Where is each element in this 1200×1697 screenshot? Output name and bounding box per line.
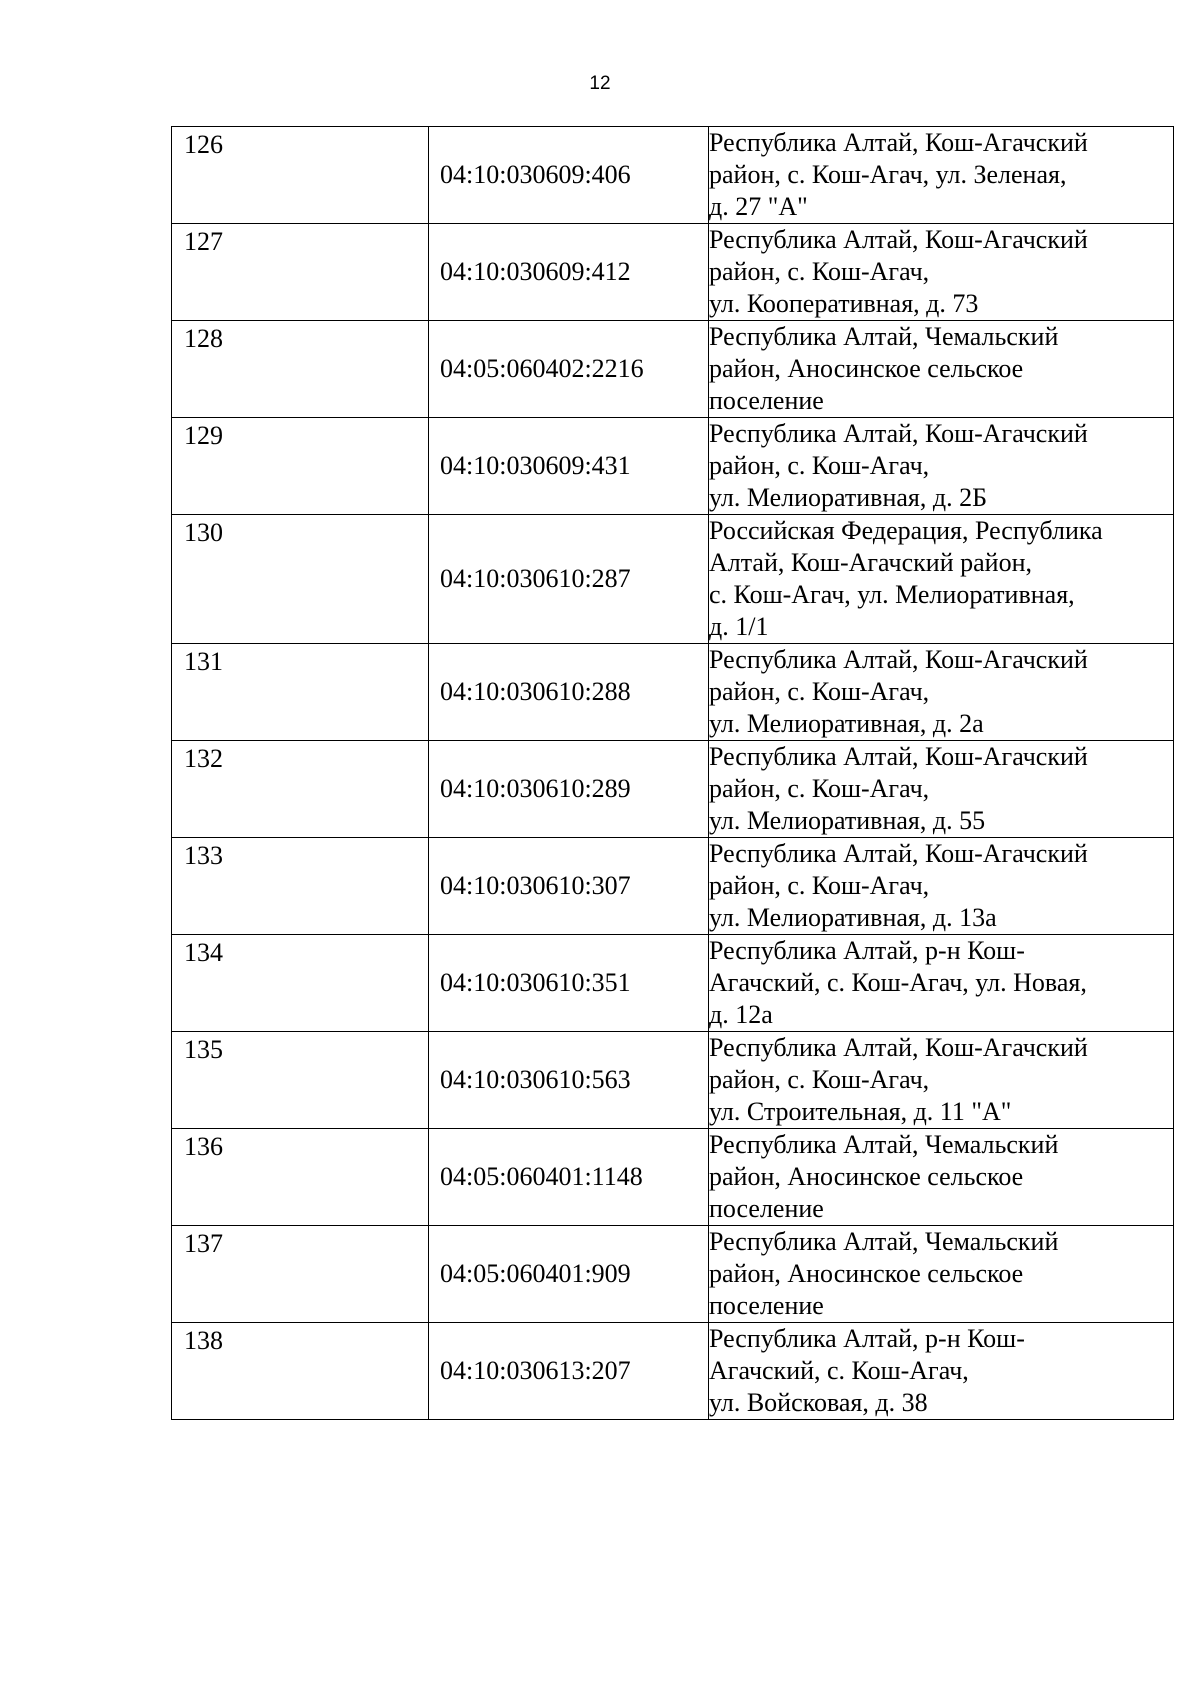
cadastral-number: 04:05:060401:909 xyxy=(440,1259,631,1288)
row-number: 130 xyxy=(184,518,223,547)
cadastral-number-cell xyxy=(429,1032,709,1129)
address-line: поселение xyxy=(709,386,824,415)
cadastral-number-cell xyxy=(429,1323,709,1420)
address-line: Республика Алтай, Кош-Агачский xyxy=(709,128,1088,157)
address-line: поселение xyxy=(709,1194,824,1223)
address-line: Республика Алтай, Кош-Агачский xyxy=(709,839,1088,868)
cadastral-number: 04:10:030609:406 xyxy=(440,160,631,189)
table-row xyxy=(172,838,1174,935)
table-row xyxy=(172,321,1174,418)
address-line: ул. Мелиоративная, д. 2а xyxy=(709,709,984,738)
row-number: 132 xyxy=(184,744,223,773)
address-line: Республика Алтай, Кош-Агачский xyxy=(709,225,1088,254)
row-number: 131 xyxy=(184,647,223,676)
address-line: ул. Строительная, д. 11 "А" xyxy=(709,1097,1012,1126)
address-cell xyxy=(709,838,1174,935)
address-cell xyxy=(709,741,1174,838)
address-line: район, с. Кош-Агач, xyxy=(709,774,930,803)
row-number: 133 xyxy=(184,841,223,870)
address-line: район, с. Кош-Агач, xyxy=(709,257,930,286)
table-body xyxy=(172,127,1174,1420)
table-row xyxy=(172,515,1174,644)
address-line: район, с. Кош-Агач, xyxy=(709,451,930,480)
cadastral-number-cell xyxy=(429,224,709,321)
row-number-cell xyxy=(172,224,429,321)
address-line: Республика Алтай, Кош-Агачский xyxy=(709,1033,1088,1062)
row-number: 134 xyxy=(184,938,223,967)
address-line: район, с. Кош-Агач, ул. Зеленая, xyxy=(709,160,1067,189)
address-line: Республика Алтай, р-н Кош- xyxy=(709,936,1025,965)
row-number: 128 xyxy=(184,324,223,353)
row-number-cell xyxy=(172,515,429,644)
address-line: Республика Алтай, Кош-Агачский xyxy=(709,742,1088,771)
table-row xyxy=(172,935,1174,1032)
cadastral-number-cell xyxy=(429,321,709,418)
cadastral-number: 04:10:030613:207 xyxy=(440,1356,631,1385)
address-line: Республика Алтай, р-н Кош- xyxy=(709,1324,1025,1353)
cadastral-number: 04:10:030610:287 xyxy=(440,564,631,593)
cadastral-number: 04:10:030609:431 xyxy=(440,451,631,480)
table-row xyxy=(172,418,1174,515)
address-cell xyxy=(709,1032,1174,1129)
cadastral-number-cell xyxy=(429,644,709,741)
address-cell xyxy=(709,515,1174,644)
table-row xyxy=(172,1226,1174,1323)
row-number-cell xyxy=(172,321,429,418)
address-line: Республика Алтай, Кош-Агачский xyxy=(709,645,1088,674)
address-line: ул. Кооперативная, д. 73 xyxy=(709,289,979,318)
address-line: Республика Алтай, Чемальский xyxy=(709,322,1059,351)
address-line: ул. Мелиоративная, д. 55 xyxy=(709,806,986,835)
cadastral-number-cell xyxy=(429,127,709,224)
table-row xyxy=(172,741,1174,838)
address-line: район, Аносинское сельское xyxy=(709,1162,1024,1191)
address-cell xyxy=(709,644,1174,741)
table-row xyxy=(172,644,1174,741)
cadastral-number-cell xyxy=(429,838,709,935)
address-cell xyxy=(709,321,1174,418)
cadastral-number: 04:05:060402:2216 xyxy=(440,354,644,383)
address-line: д. 27 "А" xyxy=(709,192,808,221)
address-cell xyxy=(709,935,1174,1032)
address-line: район, с. Кош-Агач, xyxy=(709,871,930,900)
row-number-cell xyxy=(172,1032,429,1129)
cadastral-number-cell xyxy=(429,741,709,838)
address-cell xyxy=(709,127,1174,224)
table-row xyxy=(172,1032,1174,1129)
cadastral-number-cell xyxy=(429,418,709,515)
address-line: район, Аносинское сельское xyxy=(709,1259,1024,1288)
address-cell xyxy=(709,1226,1174,1323)
row-number: 138 xyxy=(184,1326,223,1355)
row-number-cell xyxy=(172,644,429,741)
address-cell xyxy=(709,1129,1174,1226)
address-line: ул. Мелиоративная, д. 2Б xyxy=(709,483,988,512)
address-line: ул. Мелиоративная, д. 13а xyxy=(709,903,997,932)
table-row xyxy=(172,1129,1174,1226)
row-number-cell xyxy=(172,1226,429,1323)
row-number: 126 xyxy=(184,130,223,159)
address-line: с. Кош-Агач, ул. Мелиоративная, xyxy=(709,580,1075,609)
address-line: район, с. Кош-Агач, xyxy=(709,1065,930,1094)
address-line: район, с. Кош-Агач, xyxy=(709,677,930,706)
row-number-cell xyxy=(172,1129,429,1226)
address-line: Агачский, с. Кош-Агач, ул. Новая, xyxy=(709,968,1087,997)
row-number-cell xyxy=(172,127,429,224)
address-cell xyxy=(709,418,1174,515)
table-row xyxy=(172,1323,1174,1420)
cadastral-number: 04:10:030610:289 xyxy=(440,774,631,803)
cadastral-number: 04:05:060401:1148 xyxy=(440,1162,643,1191)
address-cell xyxy=(709,224,1174,321)
cadastral-number: 04:10:030610:288 xyxy=(440,677,631,706)
cadastral-number-cell xyxy=(429,935,709,1032)
address-line: Республика Алтай, Чемальский xyxy=(709,1227,1059,1256)
address-line: ул. Войсковая, д. 38 xyxy=(709,1388,928,1417)
address-line: Агачский, с. Кош-Агач, xyxy=(709,1356,969,1385)
cadastral-number: 04:10:030609:412 xyxy=(440,257,631,286)
table-row xyxy=(172,127,1174,224)
address-line: район, Аносинское сельское xyxy=(709,354,1024,383)
row-number: 136 xyxy=(184,1132,223,1161)
page-number: 12 xyxy=(589,73,611,94)
land-plot-table xyxy=(171,126,1174,1420)
address-line: Республика Алтай, Чемальский xyxy=(709,1130,1059,1159)
row-number: 137 xyxy=(184,1229,223,1258)
cadastral-number-cell xyxy=(429,1226,709,1323)
cadastral-number: 04:10:030610:351 xyxy=(440,968,631,997)
row-number: 127 xyxy=(184,227,223,256)
row-number: 135 xyxy=(184,1035,223,1064)
row-number-cell xyxy=(172,418,429,515)
address-line: д. 1/1 xyxy=(709,612,769,641)
address-cell xyxy=(709,1323,1174,1420)
table-row xyxy=(172,224,1174,321)
address-line: д. 12а xyxy=(709,1000,773,1029)
cadastral-number: 04:10:030610:307 xyxy=(440,871,631,900)
address-line: Российская Федерация, Республика xyxy=(709,516,1103,545)
address-line: Алтай, Кош-Агачский район, xyxy=(709,548,1032,577)
row-number-cell xyxy=(172,935,429,1032)
address-line: Республика Алтай, Кош-Агачский xyxy=(709,419,1088,448)
cadastral-number-cell xyxy=(429,515,709,644)
cadastral-number-cell xyxy=(429,1129,709,1226)
address-line: поселение xyxy=(709,1291,824,1320)
cadastral-number: 04:10:030610:563 xyxy=(440,1065,631,1094)
row-number: 129 xyxy=(184,421,223,450)
row-number-cell xyxy=(172,741,429,838)
row-number-cell xyxy=(172,1323,429,1420)
row-number-cell xyxy=(172,838,429,935)
